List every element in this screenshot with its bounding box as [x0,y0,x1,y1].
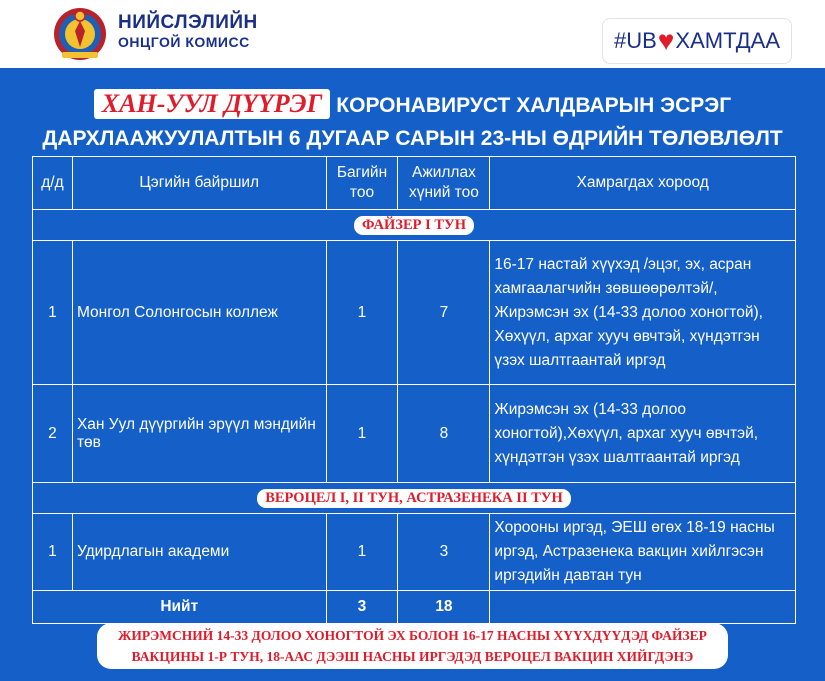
section-label-pfizer: ФАЙЗЕР I ТУН [354,216,474,235]
row-coverage: 16-17 настай хүүхэд /эцэг, эх, асран хамгаалагчийн зөвшөөрөлтэй/, Жирэмсэн эх (14-33 долоо хоногтой), Хөхүүл, архаг хууч өвчтэй, хүндэтгэн үзэх шалтгаантай иргэд [490,241,796,385]
table-row [33,514,796,591]
row-teams: 1 [326,241,398,385]
row-teams: 1 [326,514,398,591]
header-teams [326,157,398,210]
row-staff: 7 [398,241,490,385]
hashtag-badge [602,18,792,64]
total-staff: 18 [398,591,490,624]
section-row-pfizer [33,210,796,241]
schedule-table [32,156,796,624]
total-row [33,591,796,624]
header-staff-l2: хүний тоо [409,184,479,201]
banner-line-1: ЖИРЭМСНИЙ 14-33 ДОЛОО ХОНОГТОЙ ЭХ БОЛОН 16-17 НАСНЫ ХҮҮХДҮҮДЭД ФАЙЗЕР [118,628,707,643]
footer-banner [97,623,728,669]
header-num: д/д [33,157,73,210]
section-label-vero-astra: ВЕРОЦЕЛ I, II ТУН, АСТРАЗЕНЕКА II ТУН [257,489,571,508]
row-num: 2 [33,385,73,483]
header-staff-l1: Ажиллах [412,164,476,181]
row-staff: 3 [398,514,490,591]
section-row-vero-astra [33,483,796,514]
table-row [33,385,796,483]
header [0,0,825,68]
header-staff [398,157,490,210]
row-location: Монгол Солонгосын коллеж [72,241,326,385]
table-header-row [33,157,796,210]
row-num: 1 [33,241,73,385]
total-teams: 3 [326,591,398,624]
total-label: Нийт [33,591,327,624]
page-title [0,89,825,155]
header-coverage: Хамрагдах хороод [490,157,796,210]
hashtag-right: ХАМТДАА [675,28,781,53]
org-line-2: ОНЦГОЙ КОМИСС [118,33,250,50]
row-coverage: Жирэмсэн эх (14-33 долоо хоногтой),Хөхүүл, архаг хууч өвчтэй, хүндэтгэн үзэх шалтгаантай иргэд [490,385,796,483]
title-line-1 [0,89,825,122]
title-line-2: ДАРХЛААЖУУЛАЛТЫН 6 ДУГААР САРЫН 23-НЫ ӨДРИЙН ТӨЛӨВЛӨЛТ [42,127,783,150]
title-line1-rest: КОРОНАВИРУСТ ХАЛДВАРЫН ЭСРЭГ [336,94,732,117]
row-location: Хан Уул дүүргийн эрүүл мэндийн төв [72,385,326,483]
organization-name [118,12,258,50]
district-name: ХАН-УУЛ ДҮҮРЭГ [94,89,330,119]
banner-line-2: ВАКЦИНЫ 1-Р ТУН, 18-ААС ДЭЭШ НАСНЫ ИРГЭДЭД ВЕРОЦЕЛ ВАКЦИН ХИЙГДЭНЭ [131,649,694,664]
heart-icon: ♥ [657,25,675,56]
header-location: Цэгийн байршил [72,157,326,210]
hashtag-left: #UB [613,28,657,53]
header-teams-l2: тоо [349,184,375,201]
row-staff: 8 [398,385,490,483]
header-teams-l1: Багийн [336,164,388,181]
row-coverage: Хорооны иргэд, ЭЕШ өгөх 18-19 насны иргэд, Астразенека вакцин хийлгэсэн иргэдийн давтан тун [490,514,796,591]
org-line-1: НИЙСЛЭЛИЙН [118,12,258,33]
mongolia-coat-of-arms-icon [52,4,108,62]
row-num: 1 [33,514,73,591]
total-empty [490,591,796,624]
row-teams: 1 [326,385,398,483]
table-row [33,241,796,385]
row-location: Удирдлагын академи [72,514,326,591]
